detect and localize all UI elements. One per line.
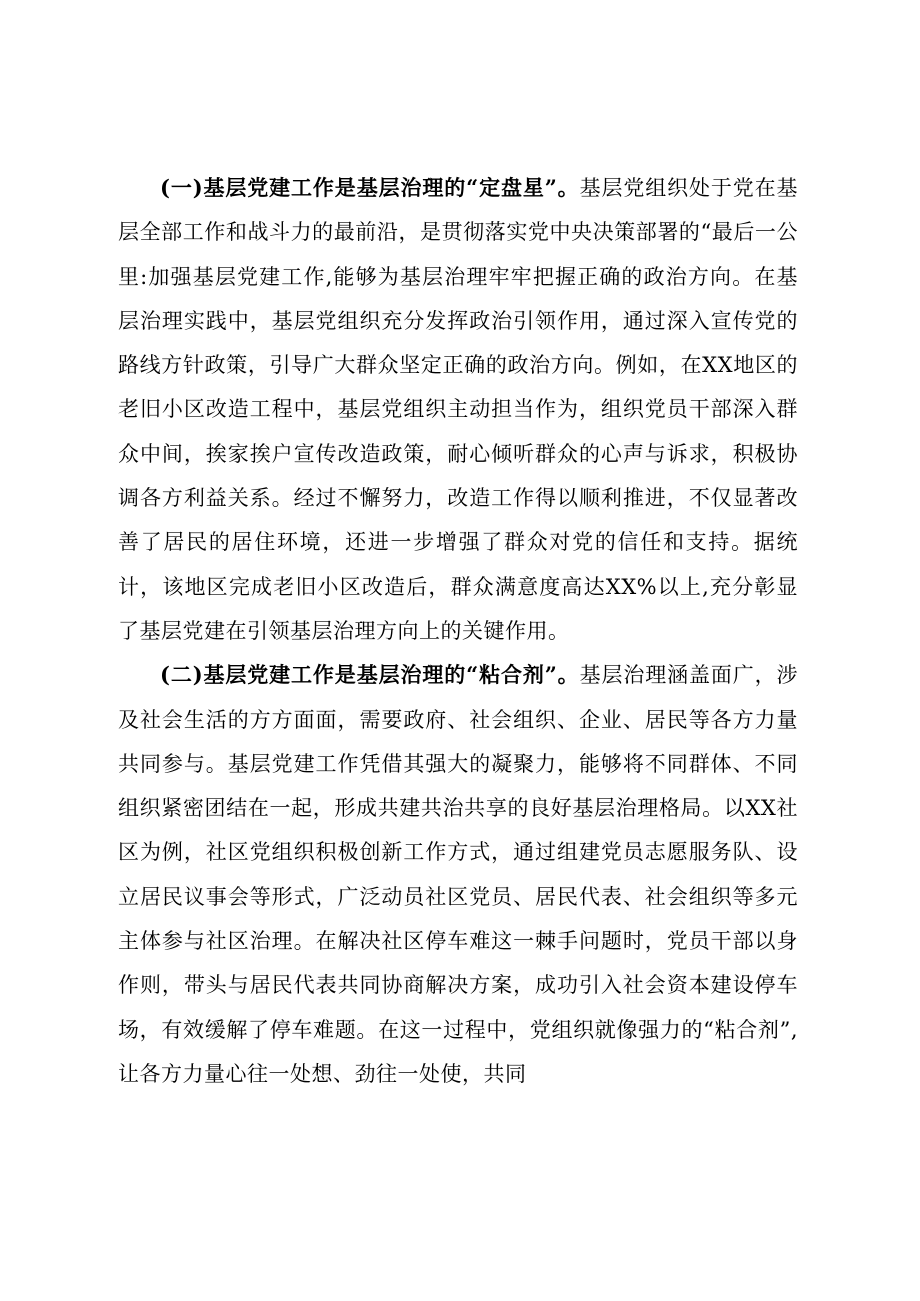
document-body xyxy=(118,166,798,1096)
paragraph-2-heading: (二)基层党建工作是基层治理的“粘合剂”。 xyxy=(160,662,580,688)
paragraph-2 xyxy=(118,653,798,1096)
paragraph-1-text: 基层党组织处于党在基层全部工作和战斗力的最前沿，是贯彻落实党中央决策部署的“最后一公里:加强基层党建工作,能够为基层治理牢牢把握正确的政治方向。在基层治理实践中，基层党组织充分发挥政治引领作用，通过深入宣传党的路线方针政策，引导广大群众坚定正确的政治方向。例如，在XX地区的老旧小区改造工程中，基层党组织主动担当作为，组织党员干部深入群众中间，挨家挨户宣传改造政策，耐心倾听群众的心声与诉求，积极协调各方利益关系。经过不懈努力，改造工作得以顺利推进，不仅显著改善了居民的居住环境，还进一步增强了群众对党的信任和支持。据统计，该地区完成老旧小区改造后，群众满意度高达XX%以上,充分彰显了基层党建在引领基层治理方向上的关键作用。 xyxy=(118,176,799,643)
paragraph-1 xyxy=(118,166,798,653)
paragraph-2-text: 基层治理涵盖面广，涉及社会生活的方方面面，需要政府、社会组织、企业、居民等各方力量共同参与。基层党建工作凭借其强大的凝聚力，能够将不同群体、不同组织紧密团结在一起，形成共建共治共享的良好基层治理格局。以XX社区为例，社区党组织积极创新工作方式，通过组建党员志愿服务队、设立居民议事会等形式，广泛动员社区党员、居民代表、社会组织等多元主体参与社区治理。在解决社区停车难这一棘手问题时，党员干部以身作则，带头与居民代表共同协商解决方案，成功引入社会资本建设停车场，有效缓解了停车难题。在这一过程中，党组织就像强力的“粘合剂”,让各方力量心往一处想、劲往一处使，共同 xyxy=(118,663,799,1086)
paragraph-1-heading: (一)基层党建工作是基层治理的“定盘星”。 xyxy=(160,175,580,200)
